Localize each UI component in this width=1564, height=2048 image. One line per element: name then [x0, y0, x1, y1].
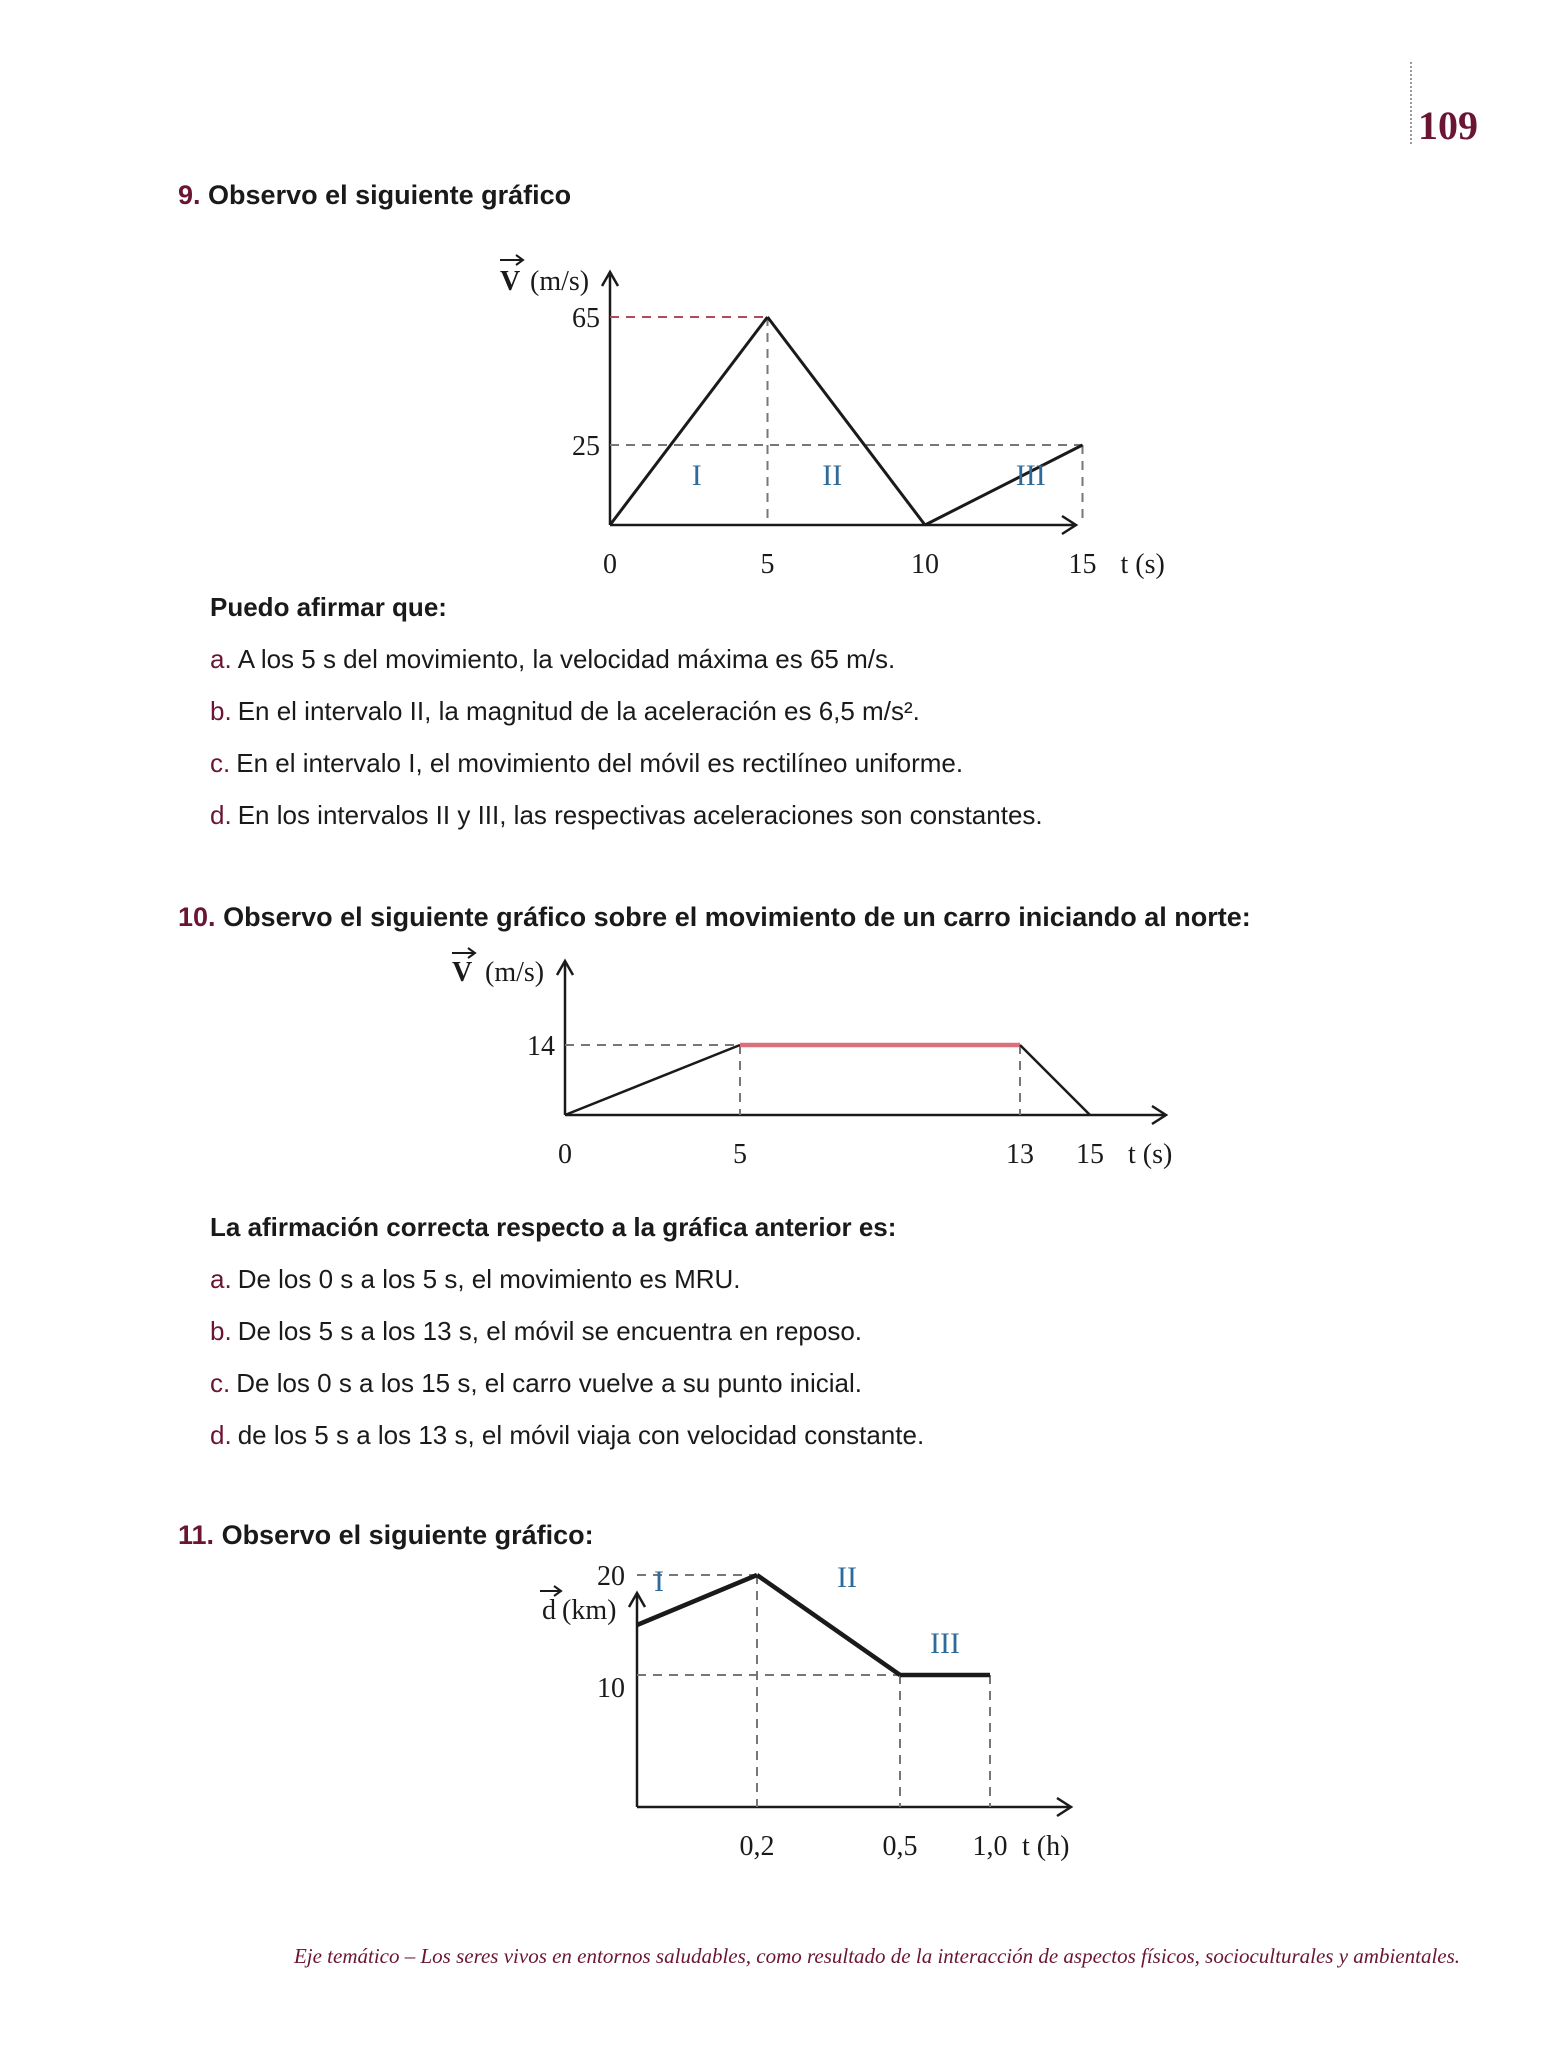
q9-option-c[interactable] [210, 748, 963, 779]
q10-title [178, 902, 1251, 933]
q9-ylabel-v: V [500, 266, 521, 297]
option-text: En los intervalos II y III, las respectivas aceleraciones son constantes. [237, 800, 1043, 830]
q10-number: 10. [178, 902, 216, 932]
q11-chart [520, 1561, 1100, 1875]
option-text: De los 0 s a los 15 s, el carro vuelve a su punto inicial. [236, 1368, 862, 1398]
q10-series-segment [565, 1045, 740, 1115]
q9-ylabel-units: (m/s) [530, 266, 590, 297]
q11-series-segment [757, 1575, 900, 1675]
q10-option-c[interactable] [210, 1368, 862, 1399]
q10-xtick-label: 0 [558, 1139, 572, 1170]
q9-number: 9. [178, 180, 201, 210]
q11-xtick-label: 0,5 [882, 1831, 918, 1862]
q11-ytick-label: 10 [597, 1673, 625, 1704]
q10-option-b[interactable] [210, 1316, 862, 1347]
q9-ylabel [500, 255, 589, 297]
option-text: de los 5 s a los 13 s, el móvil viaja con velocidad constante. [237, 1420, 925, 1450]
q9-xaxis-title: t (s) [1120, 549, 1165, 580]
q9-region-label: I [691, 459, 702, 492]
q9-xtick-label: 15 [1068, 549, 1097, 580]
q11-ylabel-d: d [542, 1595, 556, 1626]
q11-ylabel-units: (km) [562, 1595, 617, 1626]
q9-xtick-label: 0 [603, 549, 617, 580]
q10-ylabel [452, 948, 544, 988]
q10-title-text: Observo el siguiente gráfico sobre el movimiento de un carro iniciando al norte: [223, 902, 1251, 932]
header-divider [1410, 62, 1412, 144]
q9-lead: Puedo afirmar que: [210, 592, 447, 622]
q9-chart [470, 250, 1165, 590]
q9-option-a[interactable] [210, 644, 895, 675]
option-letter: d. [210, 1420, 232, 1450]
q9-region-label: III [1015, 459, 1046, 492]
footer-theme: Eje temático – Los seres vivos en entornos saludables, como resultado de la interacción de aspectos físicos, socioculturales y ambientales. [293, 1944, 1461, 1968]
option-text: En el intervalo I, el movimiento del móvil es rectilíneo uniforme. [236, 748, 964, 778]
q9-option-d[interactable] [210, 800, 1043, 831]
option-letter: c. [210, 748, 231, 778]
option-text: De los 5 s a los 13 s, el móvil se encuentra en reposo. [237, 1316, 863, 1346]
q9-title-text: Observo el siguiente gráfico [208, 180, 572, 210]
q9-option-b[interactable] [210, 696, 920, 727]
q9-ytick-label: 65 [572, 303, 600, 334]
q9-xtick-label: 10 [911, 549, 939, 580]
option-letter: c. [210, 1368, 231, 1398]
q10-option-a[interactable] [210, 1264, 741, 1295]
q10-xtick-label: 15 [1076, 1139, 1104, 1170]
q11-ytick-label: 20 [597, 1561, 625, 1592]
q10-option-d[interactable] [210, 1420, 924, 1451]
q11-xtick-label: 1,0 [972, 1831, 1008, 1862]
q11-title-text: Observo el siguiente gráfico: [221, 1520, 594, 1550]
q11-region-label: III [930, 1627, 960, 1660]
q10-lead: La afirmación correcta respecto a la gráfica anterior es: [210, 1212, 897, 1242]
q9-series-segment [925, 445, 1083, 525]
q9-series-segment [610, 317, 768, 525]
q11-region-label: II [837, 1561, 857, 1594]
option-text: A los 5 s del movimiento, la velocidad máxima es 65 m/s. [237, 644, 896, 674]
q9-xtick-label: 5 [760, 549, 775, 580]
page-number: 109 [1418, 103, 1478, 148]
q10-series-segment [1020, 1045, 1090, 1115]
option-letter: b. [210, 1316, 232, 1346]
q10-xtick-label: 5 [733, 1139, 747, 1170]
q10-chart [430, 945, 1190, 1190]
q10-ytick-label: 14 [527, 1031, 555, 1062]
q11-region-label: I [654, 1565, 664, 1598]
option-text: En el intervalo II, la magnitud de la aceleración es 6,5 m/s². [237, 696, 920, 726]
option-letter: d. [210, 800, 232, 830]
q11-ylabel [540, 1586, 616, 1626]
option-letter: a. [210, 1264, 232, 1294]
q11-title [178, 1520, 594, 1551]
q10-xtick-label: 13 [1006, 1139, 1034, 1170]
q9-region-label: II [822, 459, 843, 492]
q11-xtick-label: 0,2 [739, 1831, 775, 1862]
option-letter: b. [210, 696, 232, 726]
q11-xaxis-title: t (h) [1022, 1831, 1070, 1862]
option-letter: a. [210, 644, 232, 674]
q10-ylabel-units: (m/s) [485, 957, 545, 988]
q11-number: 11. [178, 1520, 215, 1550]
q9-ytick-label: 25 [572, 431, 600, 462]
q9-series-segment [768, 317, 926, 525]
q9-title [178, 180, 571, 211]
option-text: De los 0 s a los 5 s, el movimiento es MRU. [237, 1264, 741, 1294]
q10-xaxis-title: t (s) [1128, 1139, 1173, 1170]
q10-ylabel-v: V [452, 957, 473, 988]
